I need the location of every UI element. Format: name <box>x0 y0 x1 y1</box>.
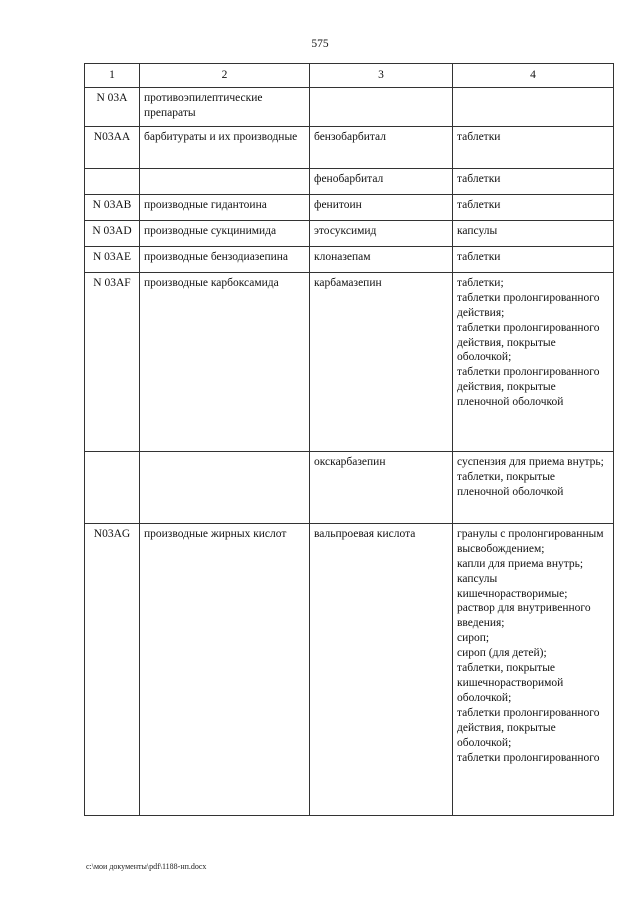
cell-line: противоэпилептические препараты <box>144 91 263 119</box>
cell-line: барбитураты и их производные <box>144 130 298 143</box>
dosage-form-cell <box>453 126 614 168</box>
drug-name-cell <box>310 272 453 451</box>
drug-name-cell <box>310 168 453 194</box>
dosage-form-cell <box>453 168 614 194</box>
cell-line: капли для приема внутрь; <box>457 557 584 570</box>
cell-line: N03AG <box>93 527 131 540</box>
cell-line: таблетки пролонгированного действия; <box>457 291 600 319</box>
dosage-form-cell <box>453 220 614 246</box>
cell-line: карбамазепин <box>314 276 382 289</box>
cell-line: фенобарбитал <box>314 172 384 185</box>
cell-line: таблетки <box>457 130 501 143</box>
cell-line: таблетки пролонгированного действия, покрытые оболочкой; <box>457 706 600 749</box>
dosage-form-cell <box>453 194 614 220</box>
cell-line: производные бензодиазепина <box>144 250 289 263</box>
dosage-form-cell <box>453 523 614 815</box>
group-name-cell <box>140 451 310 523</box>
column-header: 3 <box>310 64 453 88</box>
cell-line: капсулы кишечнорастворимые; <box>457 572 568 600</box>
cell-line: N 03A <box>96 91 128 104</box>
page-number: 575 <box>311 38 329 50</box>
column-header: 1 <box>85 64 140 88</box>
cell-line: таблетки, покрытые пленочной оболочкой <box>457 470 564 498</box>
table-row <box>85 126 614 168</box>
cell-line: клоназепам <box>314 250 371 263</box>
table-row <box>85 523 614 815</box>
cell-line: таблетки; <box>457 276 504 289</box>
cell-line: таблетки <box>457 198 501 211</box>
cell-line: производные гидантоина <box>144 198 267 211</box>
cell-line: N 03AD <box>92 224 132 237</box>
atc-code-cell <box>85 451 140 523</box>
cell-line: таблетки пролонгированного <box>457 751 600 764</box>
cell-line: производные карбоксамида <box>144 276 279 289</box>
cell-line: бензобарбитал <box>314 130 387 143</box>
table-row <box>85 451 614 523</box>
group-name-cell <box>140 194 310 220</box>
dosage-form-cell <box>453 87 614 126</box>
group-name-cell <box>140 126 310 168</box>
cell-line: суспензия для приема внутрь; <box>457 455 604 468</box>
atc-code-cell <box>85 220 140 246</box>
cell-line: таблетки <box>457 172 501 185</box>
table-header-row <box>85 64 614 88</box>
table-row <box>85 168 614 194</box>
cell-line: таблетки, покрытые кишечнорастворимой оболочкой; <box>457 662 564 704</box>
cell-line: производные сукцинимида <box>144 224 277 237</box>
cell-line: таблетки пролонгированного действия, покрытые пленочной оболочкой <box>457 366 600 409</box>
cell-line: N03AA <box>93 130 131 143</box>
cell-line: фенитоин <box>314 198 362 211</box>
footer-file-path: c:\мои документы\pdf\1188-нп.docx <box>86 862 207 871</box>
column-header: 2 <box>140 64 310 88</box>
cell-line: окскарбазепин <box>314 455 386 468</box>
table-row <box>85 246 614 272</box>
cell-line: вальпроевая кислота <box>314 527 416 540</box>
drug-name-cell <box>310 126 453 168</box>
dosage-form-cell <box>453 451 614 523</box>
cell-line: N 03AB <box>92 198 132 211</box>
group-name-cell <box>140 272 310 451</box>
cell-line: таблетки пролонгированного действия, покрытые оболочкой; <box>457 321 600 364</box>
drug-name-cell <box>310 451 453 523</box>
cell-line: капсулы <box>457 224 498 237</box>
group-name-cell <box>140 168 310 194</box>
cell-line: сироп; <box>457 632 490 645</box>
atc-code-cell <box>85 194 140 220</box>
cell-line: производные жирных кислот <box>144 527 287 540</box>
cell-line: таблетки <box>457 250 501 263</box>
cell-line: сироп (для детей); <box>457 647 547 660</box>
dosage-form-cell <box>453 246 614 272</box>
atc-code-cell <box>85 87 140 126</box>
cell-line: раствор для внутривенного введения; <box>457 602 591 630</box>
drug-name-cell <box>310 87 453 126</box>
table-row <box>85 87 614 126</box>
atc-code-cell <box>85 272 140 451</box>
atc-code-cell <box>85 523 140 815</box>
table-row <box>85 272 614 451</box>
cell-line: этосуксимид <box>314 224 377 237</box>
atc-code-cell <box>85 168 140 194</box>
cell-line: N 03AE <box>92 250 131 263</box>
drug-table <box>84 63 614 816</box>
atc-code-cell <box>85 126 140 168</box>
group-name-cell <box>140 220 310 246</box>
group-name-cell <box>140 246 310 272</box>
drug-name-cell <box>310 246 453 272</box>
cell-line: N 03AF <box>93 276 131 289</box>
drug-name-cell <box>310 194 453 220</box>
drug-name-cell <box>310 523 453 815</box>
table-row <box>85 220 614 246</box>
cell-line: гранулы с пролонгированным высвобождением; <box>457 527 604 555</box>
drug-name-cell <box>310 220 453 246</box>
group-name-cell <box>140 87 310 126</box>
dosage-form-cell <box>453 272 614 451</box>
atc-code-cell <box>85 246 140 272</box>
table-row <box>85 194 614 220</box>
group-name-cell <box>140 523 310 815</box>
column-header: 4 <box>453 64 614 88</box>
